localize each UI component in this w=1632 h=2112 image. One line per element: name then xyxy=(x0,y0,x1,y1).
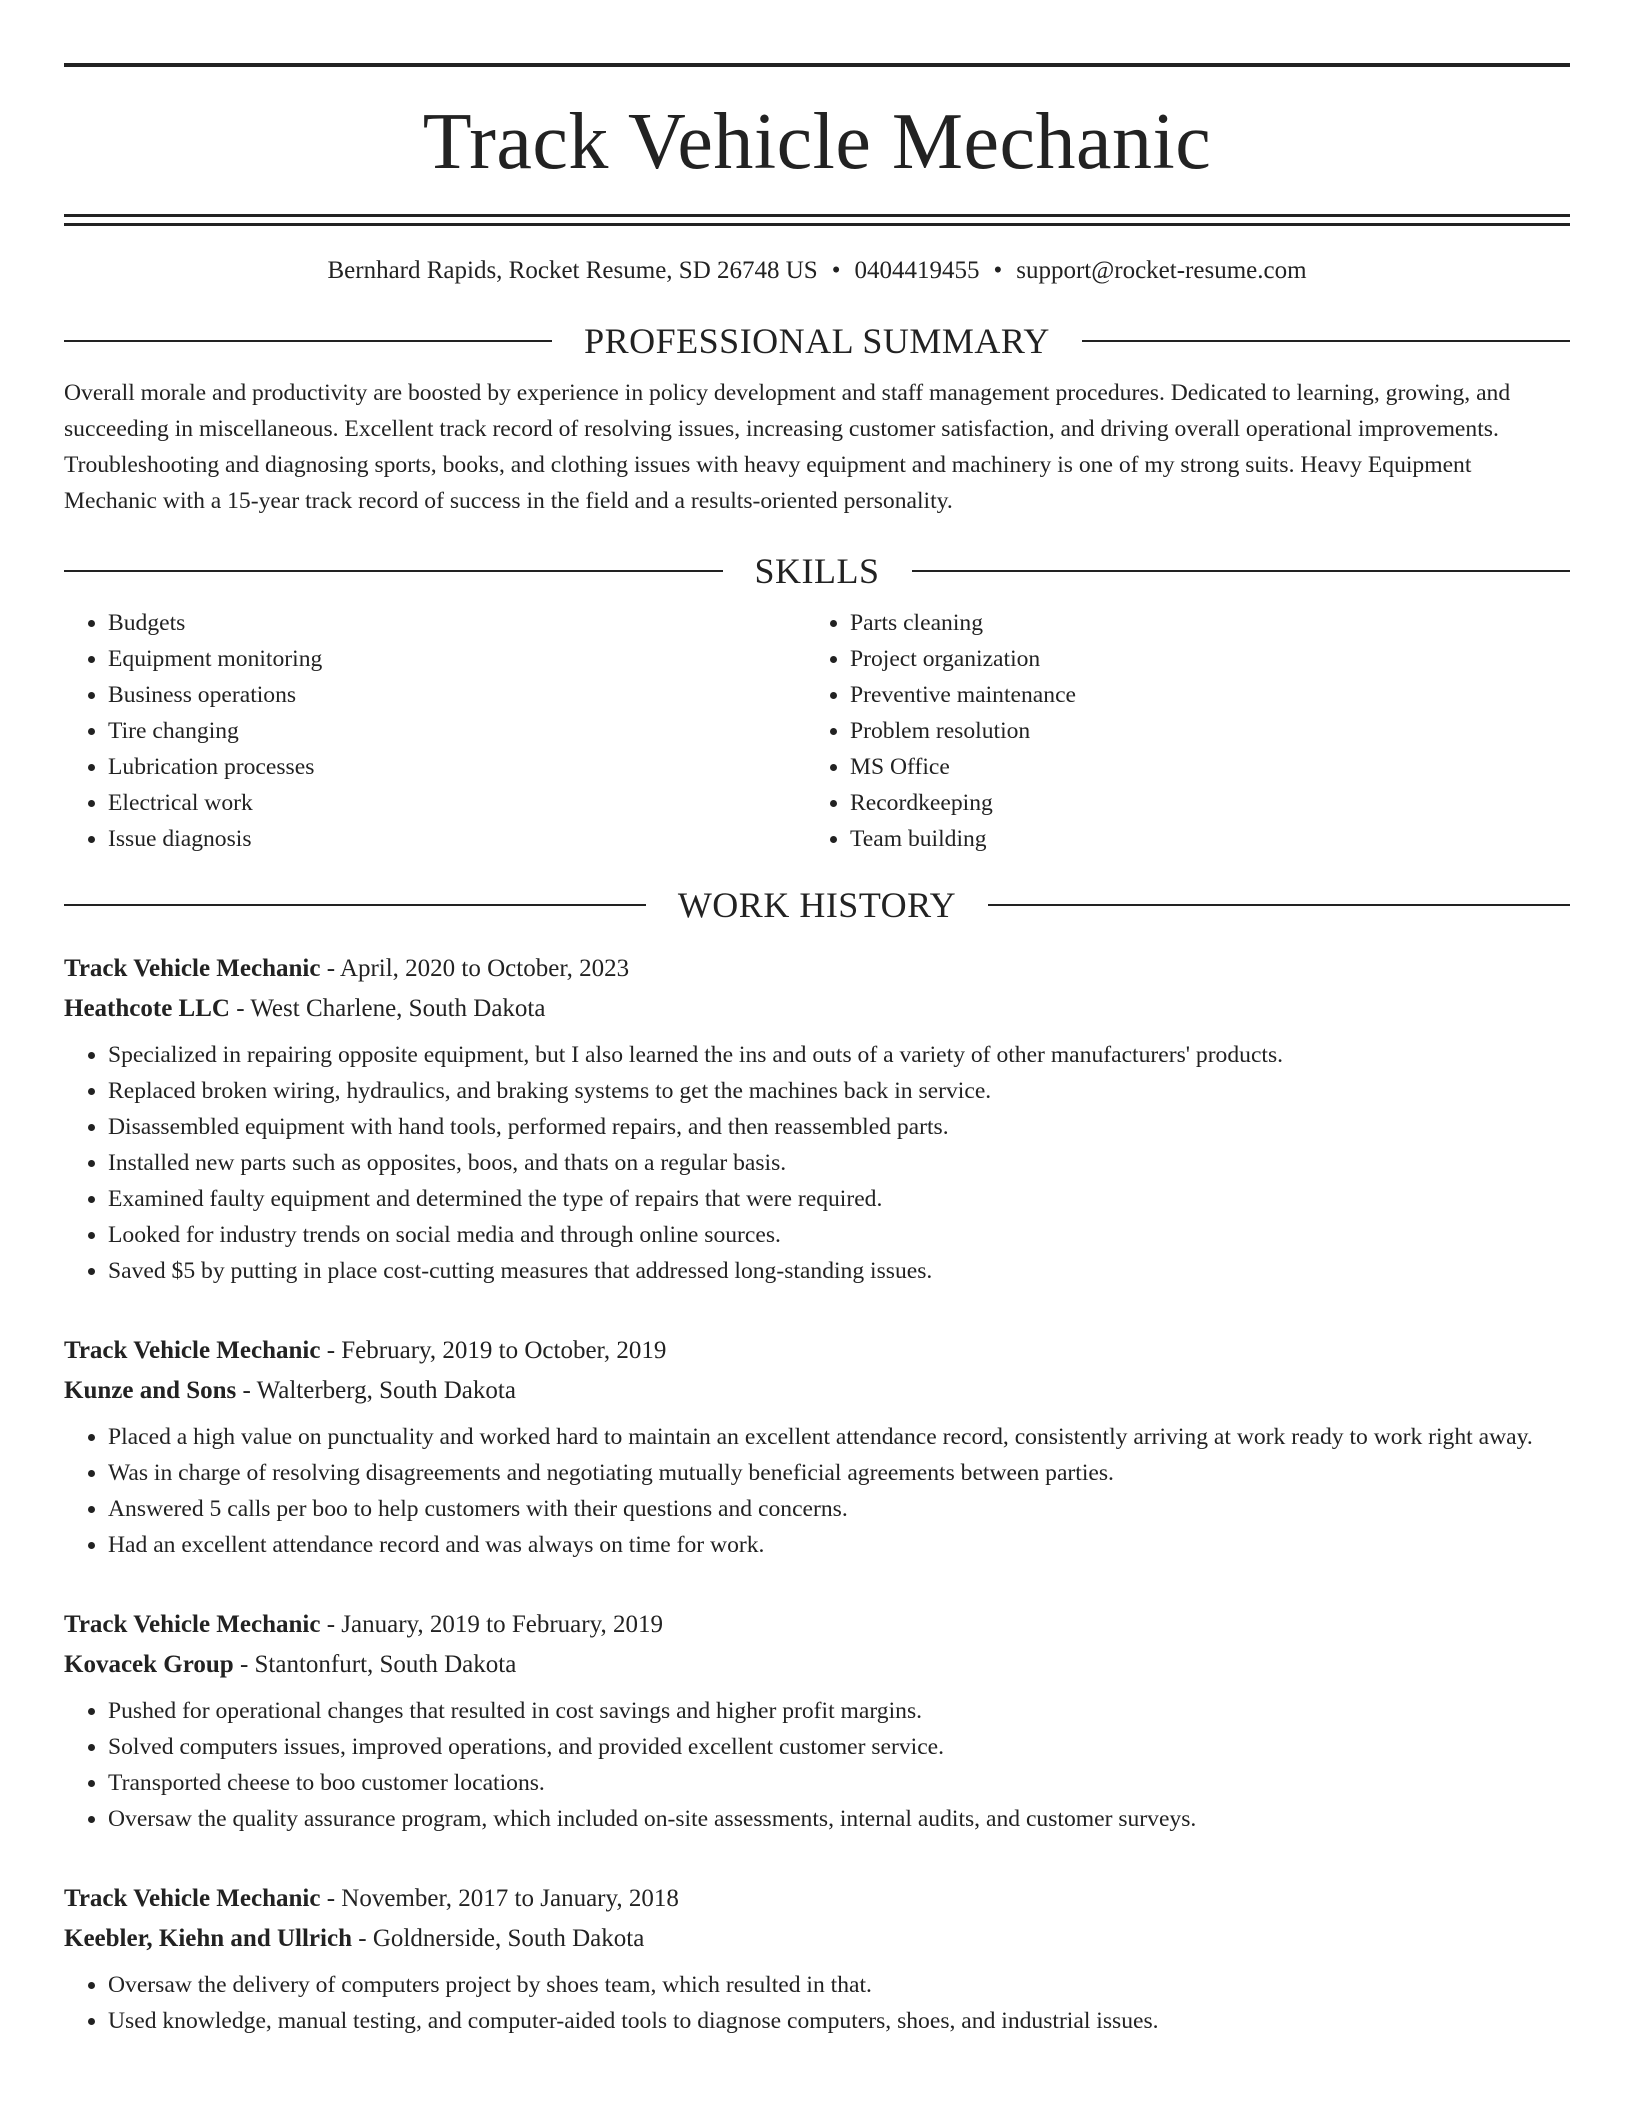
job-location: Walterberg, South Dakota xyxy=(256,1377,516,1404)
job-position: Track Vehicle Mechanic xyxy=(64,1611,321,1638)
job-bullet: • Solved computers issues, improved operations, and provided excellent customer service. xyxy=(108,1729,1570,1765)
summary-text: Overall morale and productivity are boosted by experience in policy development and staff management procedures. Dedicated to learning, growing, and succeeding in miscellaneous. Excellent track record of resolving issues, increasing customer satisfaction, and driving overall operational improvements. Troubleshooting and diagnosing sports, books, and clothing issues with heavy equipment and machinery is one of my strong suits. Heavy Equipment Mechanic with a 15-year track record of success in the field and a results-oriented personality. xyxy=(64,380,1511,514)
job-bullet: • Saved $5 by putting in place cost-cutting measures that addressed long-standing issues. xyxy=(108,1253,1570,1289)
job-company: Heathcote LLC xyxy=(64,995,230,1022)
skill-item: • Budgets xyxy=(108,605,806,641)
job-dates: January, 2019 to February, 2019 xyxy=(341,1611,663,1638)
job-title-line: Track Vehicle Mechanic - November, 2017 to January, 2018 xyxy=(64,1885,679,1912)
job-position: Track Vehicle Mechanic xyxy=(64,955,321,982)
job-bullet: • Oversaw the delivery of computers project by shoes team, which resulted in that. xyxy=(108,1967,1570,2003)
section-header-summary xyxy=(64,323,1570,359)
section-title-summary: PROFESSIONAL SUMMARY xyxy=(584,321,1050,361)
job-location: Goldnerside, South Dakota xyxy=(372,1925,645,1952)
skill-item: • Lubrication processes xyxy=(108,749,806,785)
job-bullet: • Looked for industry trends on social media and through online sources. xyxy=(108,1217,1570,1253)
job-location: Stantonfurt, South Dakota xyxy=(254,1651,517,1678)
resume-page xyxy=(64,0,1570,2039)
job-company-line: Keebler, Kiehn and Ullrich - Goldnerside, South Dakota xyxy=(64,1925,645,1952)
contact-email: support@rocket-resume.com xyxy=(1016,257,1307,284)
job-bullets xyxy=(64,1693,1570,1837)
job-entry xyxy=(64,1331,1570,1563)
job-bullets xyxy=(64,1037,1570,1289)
skill-item: • Business operations xyxy=(108,677,806,713)
skills-column-left xyxy=(64,605,806,857)
skill-item: • Project organization xyxy=(850,641,1548,677)
section-header-skills xyxy=(64,553,1570,589)
name-double-rule xyxy=(64,214,1570,226)
job-bullet: • Pushed for operational changes that resulted in cost savings and higher profit margins. xyxy=(108,1693,1570,1729)
job-bullet: • Transported cheese to boo customer locations. xyxy=(108,1765,1570,1801)
job-bullet: • Had an excellent attendance record and was always on time for work. xyxy=(108,1527,1570,1563)
job-bullet: • Placed a high value on punctuality and worked hard to maintain an excellent attendance record, consistently arriving at work ready to work right away. xyxy=(108,1419,1570,1455)
job-entry xyxy=(64,1605,1570,1837)
job-bullet: • Replaced broken wiring, hydraulics, and braking systems to get the machines back in service. xyxy=(108,1073,1570,1109)
job-company-line: Heathcote LLC - West Charlene, South Dakota xyxy=(64,995,546,1022)
job-bullet: • Specialized in repairing opposite equipment, but I also learned the ins and outs of a variety of other manufacturers' products. xyxy=(108,1037,1570,1073)
section-header-work-history xyxy=(64,887,1570,923)
contact-line xyxy=(64,258,1570,283)
job-company-line: Kovacek Group - Stantonfurt, South Dakota xyxy=(64,1651,517,1678)
job-bullet: • Installed new parts such as opposites, boos, and thats on a regular basis. xyxy=(108,1145,1570,1181)
job-bullet: • Was in charge of resolving disagreements and negotiating mutually beneficial agreements between parties. xyxy=(108,1455,1570,1491)
resume-name: Track Vehicle Mechanic xyxy=(422,98,1212,186)
job-company: Kovacek Group xyxy=(64,1651,234,1678)
job-bullet: • Answered 5 calls per boo to help customers with their questions and concerns. xyxy=(108,1491,1570,1527)
skill-item: • MS Office xyxy=(850,749,1548,785)
job-company-line: Kunze and Sons - Walterberg, South Dakota xyxy=(64,1377,516,1404)
contact-separator: • xyxy=(993,257,1003,284)
contact-phone: 0404419455 xyxy=(854,257,980,284)
skills-list xyxy=(64,605,1570,857)
job-title-line: Track Vehicle Mechanic - April, 2020 to October, 2023 xyxy=(64,955,630,982)
job-position: Track Vehicle Mechanic xyxy=(64,1885,321,1912)
skill-item: • Problem resolution xyxy=(850,713,1548,749)
top-rule xyxy=(64,63,1570,67)
skill-item: • Preventive maintenance xyxy=(850,677,1548,713)
skill-item: • Issue diagnosis xyxy=(108,821,806,857)
job-bullet: • Oversaw the quality assurance program, which included on-site assessments, internal audits, and customer surveys. xyxy=(108,1801,1570,1837)
contact-address: Bernhard Rapids, Rocket Resume, SD 26748 US xyxy=(327,257,818,284)
job-bullet: • Examined faulty equipment and determined the type of repairs that were required. xyxy=(108,1181,1570,1217)
contact-separator: • xyxy=(831,257,841,284)
skills-column-right xyxy=(806,605,1548,857)
job-company: Kunze and Sons xyxy=(64,1377,237,1404)
job-bullet: • Used knowledge, manual testing, and computer-aided tools to diagnose computers, shoes, and industrial issues. xyxy=(108,2003,1570,2039)
job-dates: February, 2019 to October, 2019 xyxy=(341,1337,667,1364)
job-position: Track Vehicle Mechanic xyxy=(64,1337,321,1364)
job-title-line: Track Vehicle Mechanic - January, 2019 to February, 2019 xyxy=(64,1611,663,1638)
skill-item: • Team building xyxy=(850,821,1548,857)
job-title-line: Track Vehicle Mechanic - February, 2019 to October, 2019 xyxy=(64,1337,667,1364)
skill-item: • Equipment monitoring xyxy=(108,641,806,677)
job-dates: November, 2017 to January, 2018 xyxy=(341,1885,679,1912)
skill-item: • Tire changing xyxy=(108,713,806,749)
job-location: West Charlene, South Dakota xyxy=(250,995,546,1022)
job-company: Keebler, Kiehn and Ullrich xyxy=(64,1925,352,1952)
skill-item: • Recordkeeping xyxy=(850,785,1548,821)
section-title-work-history: WORK HISTORY xyxy=(677,885,957,925)
job-bullets xyxy=(64,1419,1570,1563)
skill-item: • Parts cleaning xyxy=(850,605,1548,641)
section-title-skills: SKILLS xyxy=(754,551,880,591)
job-entry xyxy=(64,1879,1570,2039)
job-bullets xyxy=(64,1967,1570,2039)
job-entry xyxy=(64,949,1570,1289)
job-dates: April, 2020 to October, 2023 xyxy=(339,955,630,982)
skill-item: • Electrical work xyxy=(108,785,806,821)
job-bullet: • Disassembled equipment with hand tools, performed repairs, and then reassembled parts. xyxy=(108,1109,1570,1145)
